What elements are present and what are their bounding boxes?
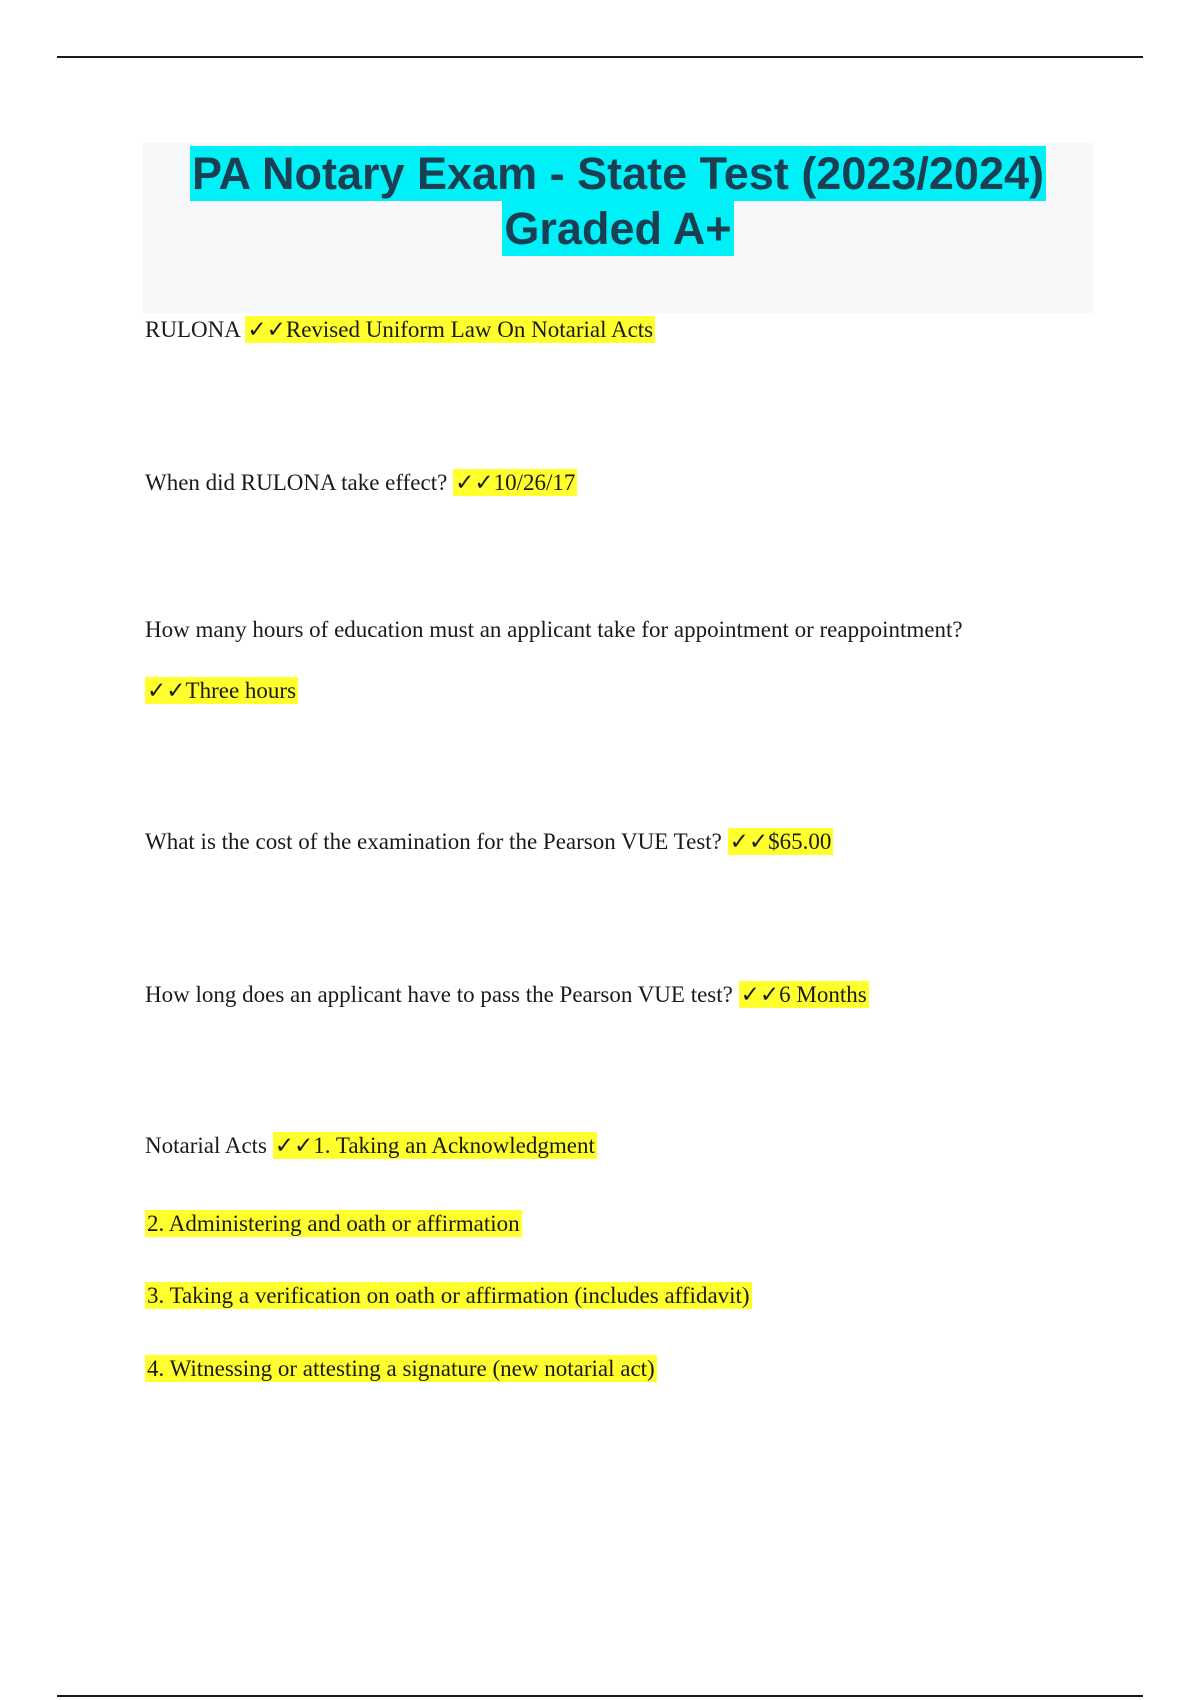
qa-item-pass-window bbox=[145, 980, 869, 1010]
footer-rule bbox=[57, 1695, 1143, 1697]
answer-highlight: 3. Taking a verification on oath or affirmation (includes affidavit) bbox=[147, 1283, 750, 1308]
question-text: RULONA bbox=[145, 317, 246, 342]
qa-item-rulona bbox=[145, 315, 655, 345]
page-title-line-2: Graded A+ bbox=[504, 203, 732, 254]
title-block bbox=[143, 143, 1093, 313]
header-rule bbox=[57, 56, 1143, 58]
question-text: How many hours of education must an applicant take for appointment or reappointment? bbox=[145, 617, 963, 642]
qa-item-education-hours bbox=[145, 615, 963, 645]
question-text: What is the cost of the examination for the Pearson VUE Test? bbox=[145, 829, 728, 854]
question-text: How long does an applicant have to pass the Pearson VUE test? bbox=[145, 982, 739, 1007]
notarial-act-3 bbox=[145, 1281, 752, 1311]
qa-answer-education-hours bbox=[145, 676, 298, 706]
page-title-line-1: PA Notary Exam - State Test (2023/2024) bbox=[191, 148, 1045, 199]
answer-highlight: ✓✓Revised Uniform Law On Notarial Acts bbox=[247, 317, 654, 342]
answer-highlight: 2. Administering and oath or affirmation bbox=[147, 1211, 520, 1236]
question-text: Notarial Acts bbox=[145, 1133, 273, 1158]
question-text: When did RULONA take effect? bbox=[145, 470, 454, 495]
notarial-act-4 bbox=[145, 1354, 657, 1384]
qa-item-exam-cost bbox=[145, 827, 833, 857]
answer-highlight: ✓✓Three hours bbox=[147, 678, 297, 703]
answer-highlight: ✓✓6 Months bbox=[740, 982, 867, 1007]
answer-highlight: 4. Witnessing or attesting a signature (new notarial act) bbox=[147, 1356, 655, 1381]
notarial-act-2 bbox=[145, 1209, 522, 1239]
qa-item-effective-date bbox=[145, 468, 577, 498]
answer-highlight: ✓✓10/26/17 bbox=[455, 470, 576, 495]
answer-highlight: ✓✓$65.00 bbox=[729, 829, 832, 854]
answer-highlight: ✓✓1. Taking an Acknowledgment bbox=[274, 1133, 595, 1158]
qa-item-notarial-acts bbox=[145, 1131, 597, 1161]
